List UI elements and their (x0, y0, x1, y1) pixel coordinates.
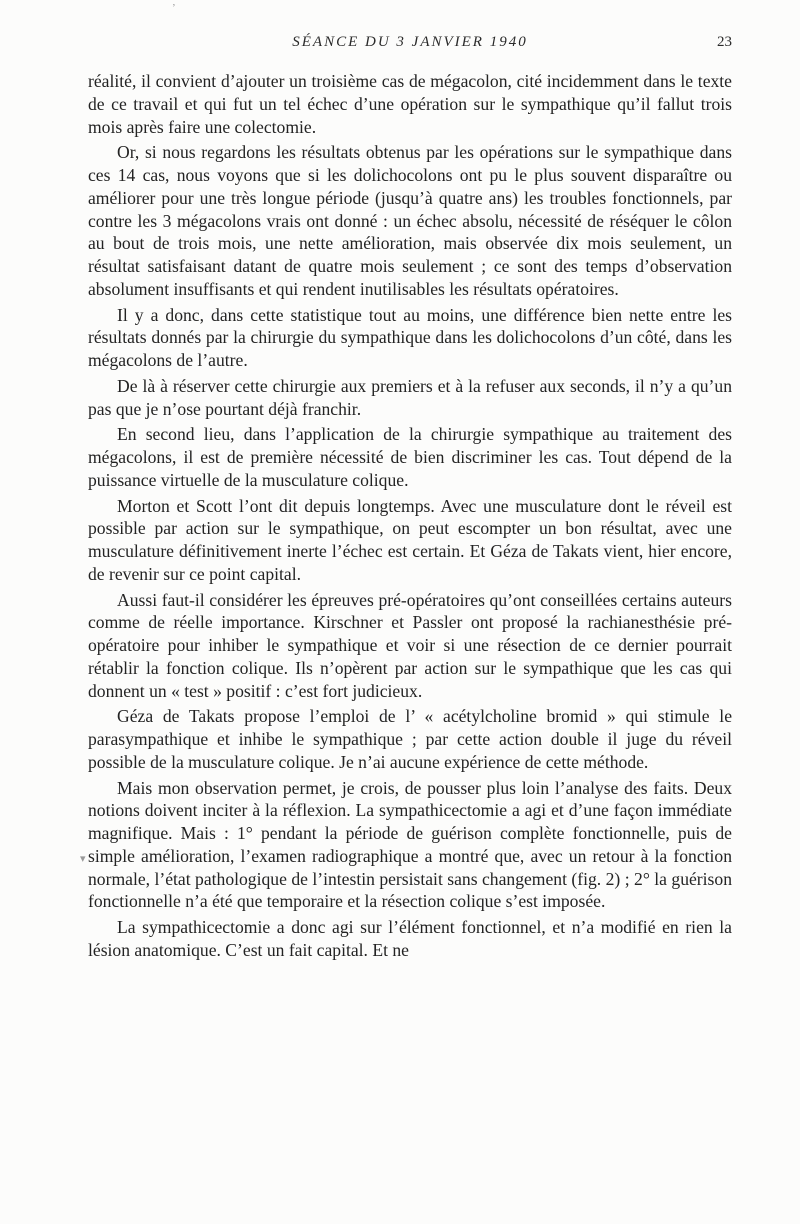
paragraph: Il y a donc, dans cette statistique tout au moins, une différence bien nette entre les résultats donnés par la chirurgie du sympathique dans les dolichocolons d’un côté, dans les mégacolons de l’autre. (88, 304, 732, 370)
scan-speck: ▾ (80, 853, 86, 865)
paragraph: Géza de Takats propose l’emploi de l’ « acétylcholine bromid » qui stimule le parasympathique et inhibe le sympathique ; par cette action double il juge du réveil possible de la musculature colique. Je n’ai aucune expérience de cette méthode. (88, 706, 732, 772)
running-head (88, 34, 732, 54)
running-title: SÉANCE DU 3 JANVIER 1940 (292, 34, 528, 50)
paragraph-continuation: réalité, il convient d’ajouter un troisième cas de mégacolon, cité incidemment dans le texte de ce travail et qui fut un tel échec d’une opération sur le sympathique qu’il fallut trois mois après faire une colectomie. (88, 71, 732, 137)
paragraph: Or, si nous regardons les résultats obtenus par les opérations sur le sympathique dans ces 14 cas, nous voyons que si les dolichocolons ont pu le plus souvent disparaître ou améliorer pour une très longue période (jusqu’à quatre ans) les troubles fonctionnels, par contre les 3 mégacolons vrais ont donné : un échec absolu, nécessité de réséquer le côlon au bout de trois mois, une nette amélioration, mais observée dix mois seulement, un résultat satisfaisant datant de quatre mois seulement ; ce sont des temps d’observation absolument insuffisants et qui rendent inutilisables les résultats opératoires. (88, 142, 732, 299)
paragraph: Aussi faut-il considérer les épreuves pré-opératoires qu’ont conseillées certains auteurs comme de réelle importance. Kirschner et Passler ont proposé la rachianesthésie pré-opératoire pour inhiber le sympathique et voir si une résection de ce dernier pourrait rétablir la fonction colique. Ils n’opèrent par action sur le sympathique que les cas qui donnent un « test » positif : c’est fort judicieux. (88, 589, 732, 701)
paragraph: Morton et Scott l’ont dit depuis longtemps. Avec une musculature dont le réveil est possible par action sur le sympathique, on peut escompter un bon résultat, avec une musculature définitivement inerte l’échec est certain. Et Géza de Takats vient, hier encore, de revenir sur ce point capital. (88, 495, 732, 584)
scan-speck: ʼ (172, 2, 176, 14)
paragraph: De là à réserver cette chirurgie aux premiers et à la refuser aux seconds, il n’y a qu’un pas que je n’ose pourtant déjà franchir. (88, 375, 732, 419)
paragraph: Mais mon observation permet, je crois, de pousser plus loin l’analyse des faits. Deux notions doivent inciter à la réflexion. La sympathicectomie a agi et d’une façon immédiate magnifique. Mais : 1° pendant la période de guérison complète fonctionnelle, puis de simple amélioration, l’examen radiographique a montré que, avec un retour à la fonction normale, l’état pathologique de l’intestin persistait sans changement (fig. 2) ; 2° la guérison fonctionnelle n’a été que temporaire et la résection colique s’est imposée. (88, 777, 732, 912)
paragraph: En second lieu, dans l’application de la chirurgie sympathique au traitement des mégacolons, il est de première nécessité de bien discriminer les cas. Tout dépend de la puissance virtuelle de la musculature colique. (88, 424, 732, 490)
page-number: 23 (717, 34, 732, 50)
paragraph: La sympathicectomie a donc agi sur l’élément fonctionnel, et n’a modifié en rien la lésion anatomique. C’est un fait capital. Et ne (88, 917, 732, 960)
body-text (88, 70, 732, 965)
